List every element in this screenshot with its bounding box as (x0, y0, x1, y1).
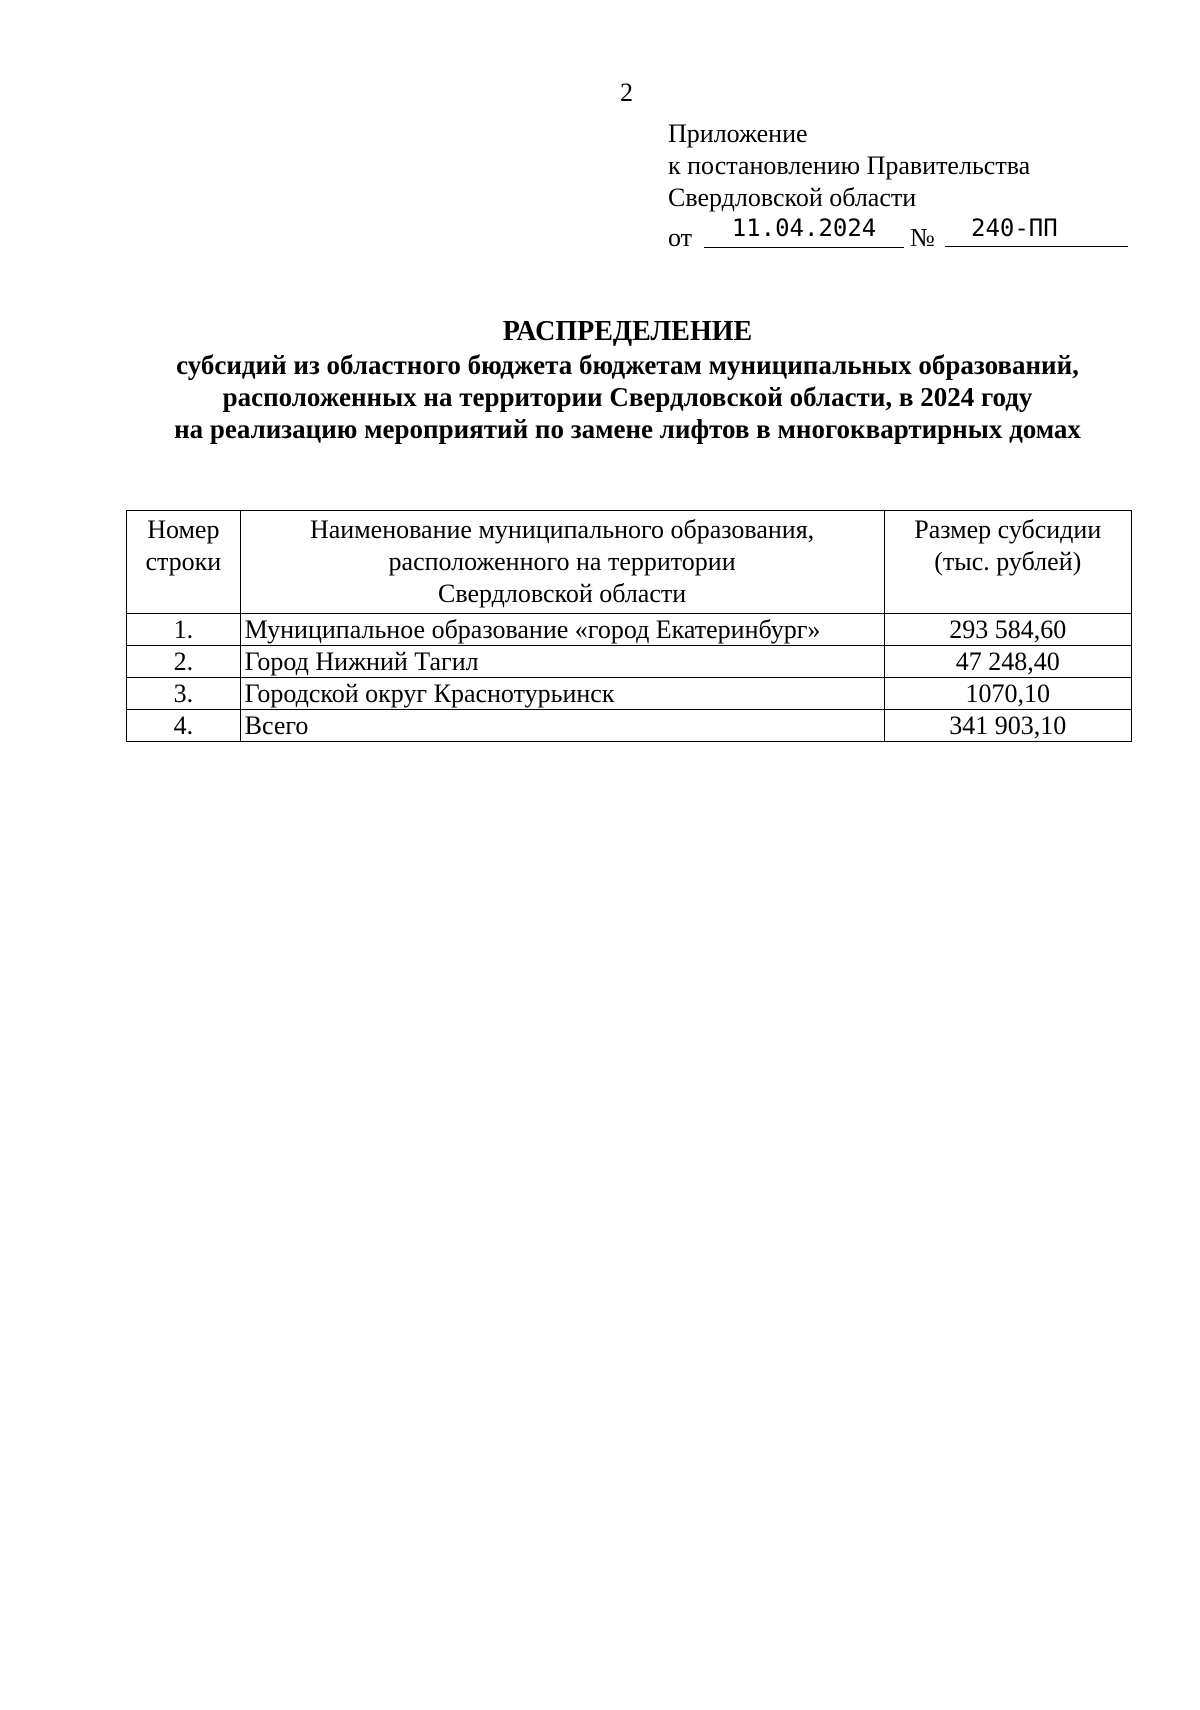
table-header-row (127, 511, 1132, 614)
resolution-date-number (668, 213, 1128, 253)
title-line-1: субсидий из областного бюджета бюджетам муниципальных образований, (176, 350, 1079, 380)
header-row-number: Номер строки (127, 511, 241, 614)
subsidies-table (126, 510, 1132, 742)
municipality-name: Город Нижний Тагил (240, 646, 884, 678)
document-title (100, 315, 1155, 445)
resolution-date: 11.04.2024 (704, 213, 904, 248)
title-line-2: расположенных на территории Свердловской области, в 2024 году (222, 382, 1033, 412)
number-label: № (910, 223, 935, 252)
row-number: 1. (127, 614, 241, 646)
header-municipality-name: Наименование муниципального образования, расположенного на территории Свердловской области (240, 511, 884, 614)
date-label: от (668, 223, 693, 252)
resolution-number: 240-ПП (945, 213, 1128, 247)
row-number: 2. (127, 646, 241, 678)
subsidy-amount: 293 584,60 (884, 614, 1131, 646)
row-number: 4. (127, 710, 241, 742)
total-amount: 341 903,10 (884, 710, 1131, 742)
appendix-line-1: Приложение (668, 119, 808, 148)
appendix-line-2: к постановлению Правительства (668, 151, 1031, 180)
appendix-block (668, 118, 1030, 214)
title-line-3: на реализацию мероприятий по замене лифтов в многоквартирных домах (174, 414, 1081, 444)
page-number: 2 (620, 78, 633, 107)
table-row (127, 614, 1132, 646)
municipality-name: Городской округ Краснотурьинск (240, 678, 884, 710)
subsidy-amount: 1070,10 (884, 678, 1131, 710)
header-subsidy-amount: Размер субсидии (тыс. рублей) (884, 511, 1131, 614)
subsidy-amount: 47 248,40 (884, 646, 1131, 678)
table-row-total (127, 710, 1132, 742)
total-label: Всего (240, 710, 884, 742)
row-number: 3. (127, 678, 241, 710)
table-row (127, 646, 1132, 678)
appendix-line-3: Свердловской области (668, 183, 917, 212)
title-heading: РАСПРЕДЕЛЕНИЕ (502, 316, 753, 347)
table-row (127, 678, 1132, 710)
municipality-name: Муниципальное образование «город Екатеринбург» (240, 614, 884, 646)
